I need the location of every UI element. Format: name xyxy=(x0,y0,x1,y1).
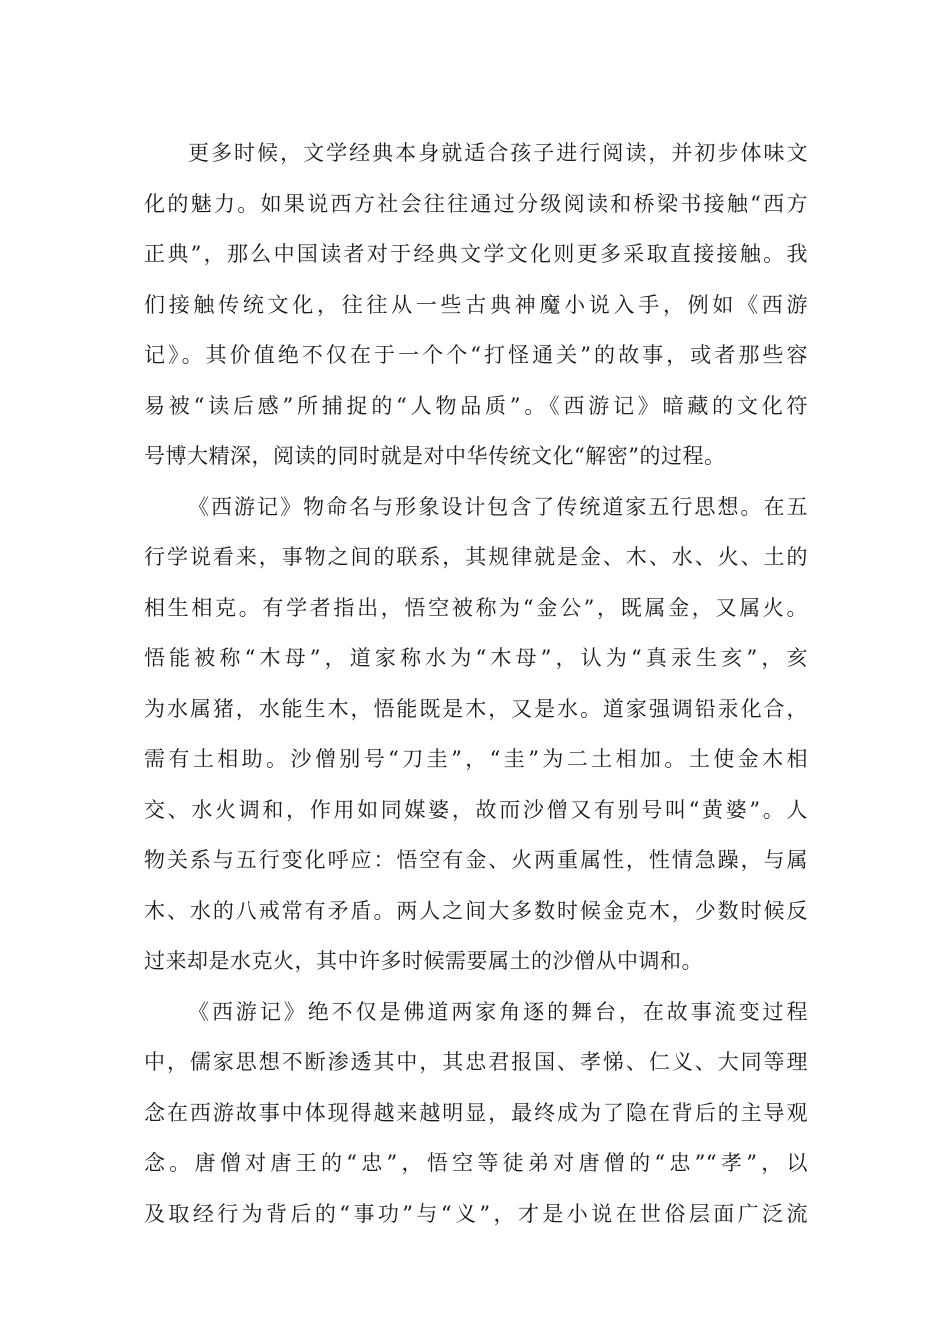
paragraph-3 xyxy=(144,987,808,1240)
paragraph-line: 需有土相助。沙僧别号“刀圭”，“圭”为二土相加。土使金木相 xyxy=(144,747,808,771)
paragraph-line: 交、水火调和，作用如同媒婆，故而沙僧又有别号叫“黄婆”。人 xyxy=(144,797,808,822)
paragraph-line: 念。唐僧对唐王的“忠”，悟空等徒弟对唐僧的“忠”“孝”，以 xyxy=(144,1151,808,1175)
paragraph-line: 行学说看来，事物之间的联系，其规律就是金、木、水、火、土的 xyxy=(144,545,808,569)
paragraph-line: 相生相克。有学者指出，悟空被称为“金公”，既属金，又属火。 xyxy=(144,595,808,620)
paragraph-line: 悟能被称“木母”，道家称水为“木母”，认为“真汞生亥”，亥 xyxy=(144,646,808,670)
paragraph-line: 为水属猪，水能生木，悟能既是木，又是水。道家强调铅汞化合， xyxy=(144,696,808,721)
paragraph-line: 化的魅力。如果说西方社会往往通过分级阅读和桥梁书接触“西方 xyxy=(144,191,808,216)
paragraph-line: 中，儒家思想不断渗透其中，其忠君报国、孝悌、仁义、大同等理 xyxy=(144,1050,808,1074)
paragraph-line: 《西游记》绝不仅是佛道两家角逐的舞台，在故事流变过程 xyxy=(188,999,808,1024)
paragraph-line: 正典”，那么中国读者对于经典文学文化则更多采取直接接触。我 xyxy=(144,242,808,266)
paragraph-line: 过来却是水克火，其中许多时候需要属土的沙僧从中调和。 xyxy=(144,949,703,973)
document-body xyxy=(144,128,808,1239)
paragraph-line: 易被“读后感”所捕捉的“人物品质”。《西游记》暗藏的文化符 xyxy=(144,393,808,418)
paragraph-line: 们接触传统文化，往往从一些古典神魔小说入手，例如《西游 xyxy=(144,292,808,317)
paragraph-line: 木、水的八戒常有矛盾。两人之间大多数时候金克木，少数时候反 xyxy=(144,898,808,923)
paragraph-line: 物关系与五行变化呼应：悟空有金、火两重属性，性情急躁，与属 xyxy=(144,848,808,872)
paragraph-line: 更多时候，文学经典本身就适合孩子进行阅读，并初步体味文 xyxy=(188,141,808,165)
paragraph-1 xyxy=(144,128,808,482)
paragraph-line: 记》。其价值绝不仅在于一个个“打怪通关”的故事，或者那些容 xyxy=(144,343,808,367)
paragraph-line: 号博大精深，阅读的同时就是对中华传统文化“解密”的过程。 xyxy=(144,444,726,468)
paragraph-2 xyxy=(144,482,808,987)
paragraph-line: 《西游记》物命名与形象设计包含了传统道家五行思想。在五 xyxy=(188,494,808,519)
paragraph-line: 及取经行为背后的“事功”与“义”，才是小说在世俗层面广泛流 xyxy=(144,1201,808,1226)
paragraph-line: 念在西游故事中体现得越来越明显，最终成为了隐在背后的主导观 xyxy=(144,1100,808,1125)
